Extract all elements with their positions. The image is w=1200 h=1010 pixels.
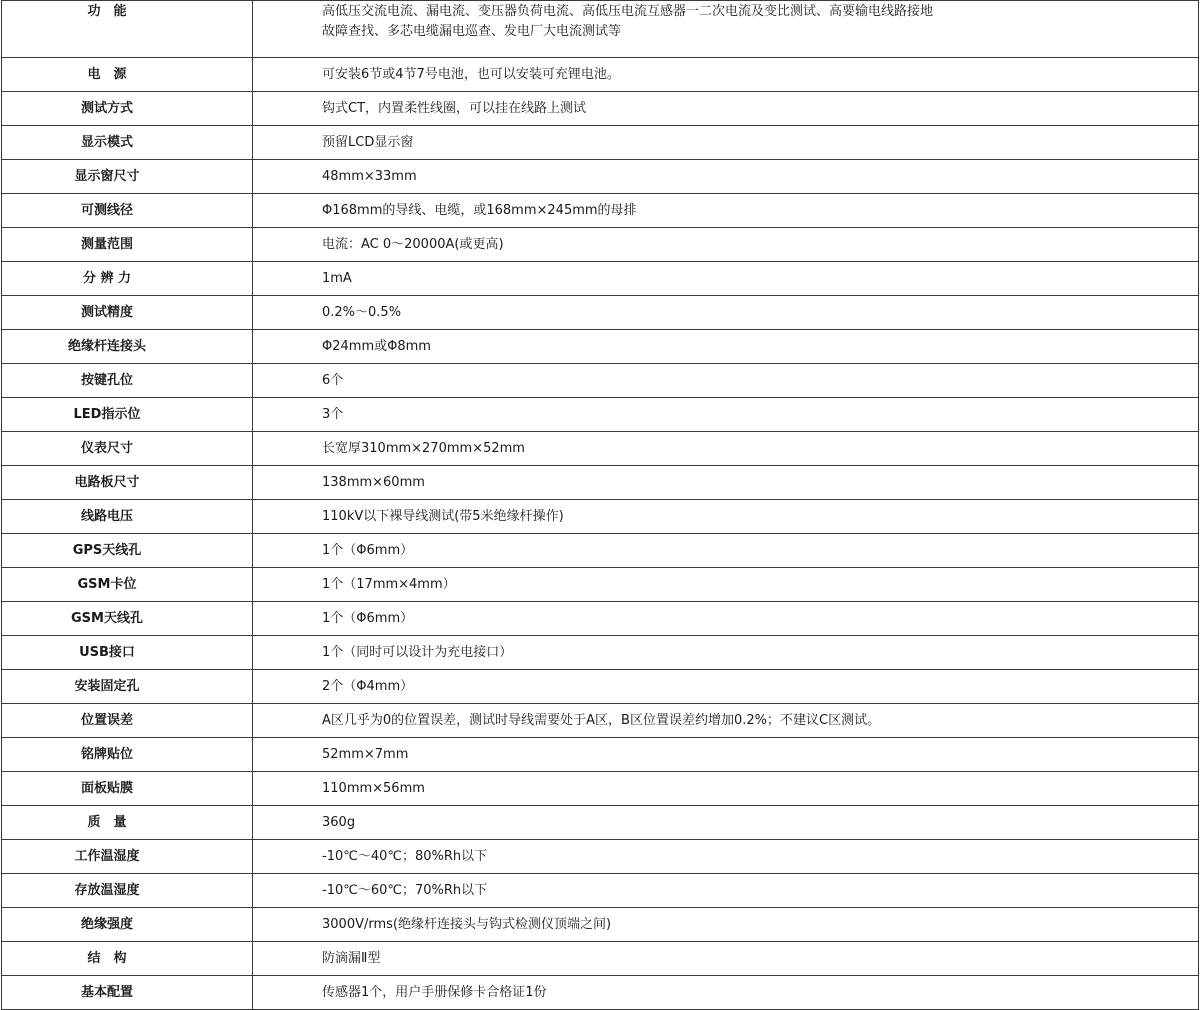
- spec-label: 按键孔位: [2, 364, 253, 398]
- spec-value: 可安装6节或4节7号电池，也可以安装可充锂电池。: [253, 58, 1199, 92]
- spec-value: 1个（同时可以设计为充电接口）: [253, 636, 1199, 670]
- spec-value: Φ168mm的导线、电缆，或168mm×245mm的母排: [253, 194, 1199, 228]
- spec-value: 1个（Φ6mm）: [253, 602, 1199, 636]
- spec-value: 钩式CT，内置柔性线圈，可以挂在线路上测试: [253, 92, 1199, 126]
- spec-label: LED指示位: [2, 398, 253, 432]
- spec-row: [2, 738, 1199, 772]
- spec-row: [2, 874, 1199, 908]
- spec-value: 0.2%～0.5%: [253, 296, 1199, 330]
- spec-value: 360g: [253, 806, 1199, 840]
- spec-label: 电路板尺寸: [2, 466, 253, 500]
- spec-row: [2, 330, 1199, 364]
- spec-label: 测试方式: [2, 92, 253, 126]
- spec-label: 结 构: [2, 942, 253, 976]
- spec-label: 绝缘杆连接头: [2, 330, 253, 364]
- spec-value: -10℃～40℃；80%Rh以下: [253, 840, 1199, 874]
- spec-row: [2, 92, 1199, 126]
- spec-row: [2, 942, 1199, 976]
- spec-label: 面板贴膜: [2, 772, 253, 806]
- spec-label: 安装固定孔: [2, 670, 253, 704]
- spec-value: 48mm×33mm: [253, 160, 1199, 194]
- spec-value: 6个: [253, 364, 1199, 398]
- spec-row: [2, 908, 1199, 942]
- spec-label: 分 辨 力: [2, 262, 253, 296]
- spec-label: GSM卡位: [2, 568, 253, 602]
- spec-row: [2, 466, 1199, 500]
- spec-row: [2, 976, 1199, 1010]
- spec-label: 质 量: [2, 806, 253, 840]
- spec-label: 电 源: [2, 58, 253, 92]
- spec-label: 测量范围: [2, 228, 253, 262]
- spec-value: 防滴漏Ⅱ型: [253, 942, 1199, 976]
- spec-row: [2, 194, 1199, 228]
- spec-value: 1个（Φ6mm）: [253, 534, 1199, 568]
- spec-row: [2, 126, 1199, 160]
- spec-value: Φ24mm或Φ8mm: [253, 330, 1199, 364]
- spec-value: 3000V/rms(绝缘杆连接头与钩式检测仪顶端之间): [253, 908, 1199, 942]
- spec-label: GSM天线孔: [2, 602, 253, 636]
- spec-label: 工作温湿度: [2, 840, 253, 874]
- spec-row: [2, 636, 1199, 670]
- spec-label: 线路电压: [2, 500, 253, 534]
- spec-row: [2, 534, 1199, 568]
- spec-row: [2, 160, 1199, 194]
- spec-row: [2, 1, 1199, 58]
- spec-row: [2, 840, 1199, 874]
- spec-value: 3个: [253, 398, 1199, 432]
- spec-table: [1, 0, 1199, 1010]
- spec-row: [2, 500, 1199, 534]
- spec-value: 长宽厚310mm×270mm×52mm: [253, 432, 1199, 466]
- spec-row: [2, 772, 1199, 806]
- spec-row: [2, 568, 1199, 602]
- spec-row: [2, 58, 1199, 92]
- spec-row: [2, 602, 1199, 636]
- spec-label: 存放温湿度: [2, 874, 253, 908]
- spec-label: 位置误差: [2, 704, 253, 738]
- spec-row: [2, 704, 1199, 738]
- spec-value: 52mm×7mm: [253, 738, 1199, 772]
- spec-value: 2个（Φ4mm）: [253, 670, 1199, 704]
- spec-label: 铭牌贴位: [2, 738, 253, 772]
- spec-label: 可测线径: [2, 194, 253, 228]
- spec-value: 高低压交流电流、漏电流、变压器负荷电流、高低压电流互感器一二次电流及变比测试、高要输电线路接地 故障查找、多芯电缆漏电巡查、发电厂大电流测试等: [253, 1, 1199, 58]
- spec-value: 电流：AC 0～20000A(或更高): [253, 228, 1199, 262]
- spec-value: -10℃～60℃；70%Rh以下: [253, 874, 1199, 908]
- spec-row: [2, 228, 1199, 262]
- spec-label: GPS天线孔: [2, 534, 253, 568]
- spec-label: 测试精度: [2, 296, 253, 330]
- spec-row: [2, 262, 1199, 296]
- spec-row: [2, 364, 1199, 398]
- spec-row: [2, 398, 1199, 432]
- spec-row: [2, 806, 1199, 840]
- spec-value: 110mm×56mm: [253, 772, 1199, 806]
- spec-row: [2, 432, 1199, 466]
- spec-value: 138mm×60mm: [253, 466, 1199, 500]
- spec-label: USB接口: [2, 636, 253, 670]
- spec-value: 预留LCD显示窗: [253, 126, 1199, 160]
- spec-label: 功 能: [2, 1, 253, 58]
- spec-row: [2, 296, 1199, 330]
- spec-label: 绝缘强度: [2, 908, 253, 942]
- spec-table-body: [2, 1, 1199, 1010]
- spec-value: 传感器1个，用户手册保修卡合格证1份: [253, 976, 1199, 1010]
- spec-row: [2, 670, 1199, 704]
- spec-label: 基本配置: [2, 976, 253, 1010]
- spec-value: 1mA: [253, 262, 1199, 296]
- spec-value: A区几乎为0的位置误差，测试时导线需要处于A区，B区位置误差约增加0.2%；不建议C区测试。: [253, 704, 1199, 738]
- spec-value: 110kV以下裸导线测试(带5米绝缘杆操作): [253, 500, 1199, 534]
- spec-label: 显示窗尺寸: [2, 160, 253, 194]
- spec-value: 1个（17mm×4mm）: [253, 568, 1199, 602]
- spec-label: 仪表尺寸: [2, 432, 253, 466]
- spec-label: 显示模式: [2, 126, 253, 160]
